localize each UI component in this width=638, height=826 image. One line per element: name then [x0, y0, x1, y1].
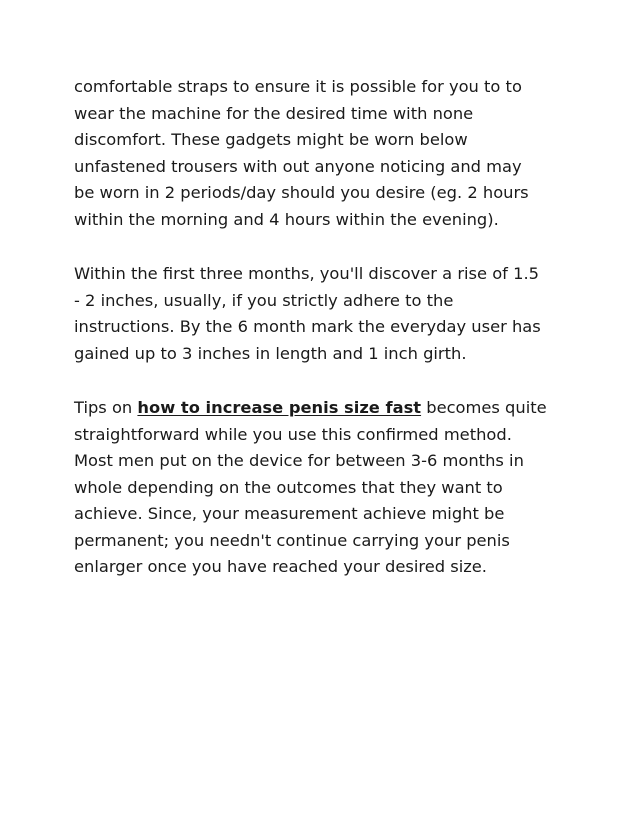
- paragraph-results: [74, 261, 554, 367]
- text-line: straightforward while you use this confirmed method.: [74, 424, 512, 444]
- text-line: Most men put on the device for between 3-6 months in: [74, 451, 524, 470]
- text-line: discomfort. These gadgets might be worn below: [74, 130, 468, 149]
- document-body: [74, 74, 554, 581]
- article-link[interactable]: how to increase penis size fast: [137, 398, 422, 417]
- text-line: comfortable straps to ensure it is possible for you to to: [74, 77, 522, 96]
- text-line: achieve. Since, your measurement achieve might be: [74, 504, 505, 523]
- text-line: be worn in 2 periods/day should you desire (eg. 2 hours: [74, 183, 529, 202]
- text-fragment: Tips on: [74, 398, 138, 417]
- text-line: - 2 inches, usually, if you strictly adhere to the: [74, 290, 454, 310]
- text-line: instructions. By the 6 month mark the everyday user has: [74, 317, 541, 336]
- text-line-with-link: [74, 395, 554, 422]
- text-line: wear the machine for the desired time with none: [74, 103, 474, 123]
- paragraph-tips: [74, 395, 554, 581]
- text-line: gained up to 3 inches in length and 1 inch girth.: [74, 343, 467, 363]
- text-fragment: becomes quite: [421, 398, 547, 417]
- text-line: unfastened trousers with out anyone noticing and may: [74, 156, 522, 176]
- text-line: permanent; you needn't continue carrying your penis: [74, 530, 510, 550]
- text-line: whole depending on the outcomes that they want to: [74, 477, 503, 497]
- text-line: enlarger once you have reached your desired size.: [74, 557, 487, 576]
- text-line: Within the first three months, you'll discover a rise of 1.5: [74, 264, 539, 283]
- paragraph-straps: [74, 74, 554, 233]
- text-line: within the morning and 4 hours within the evening).: [74, 209, 499, 229]
